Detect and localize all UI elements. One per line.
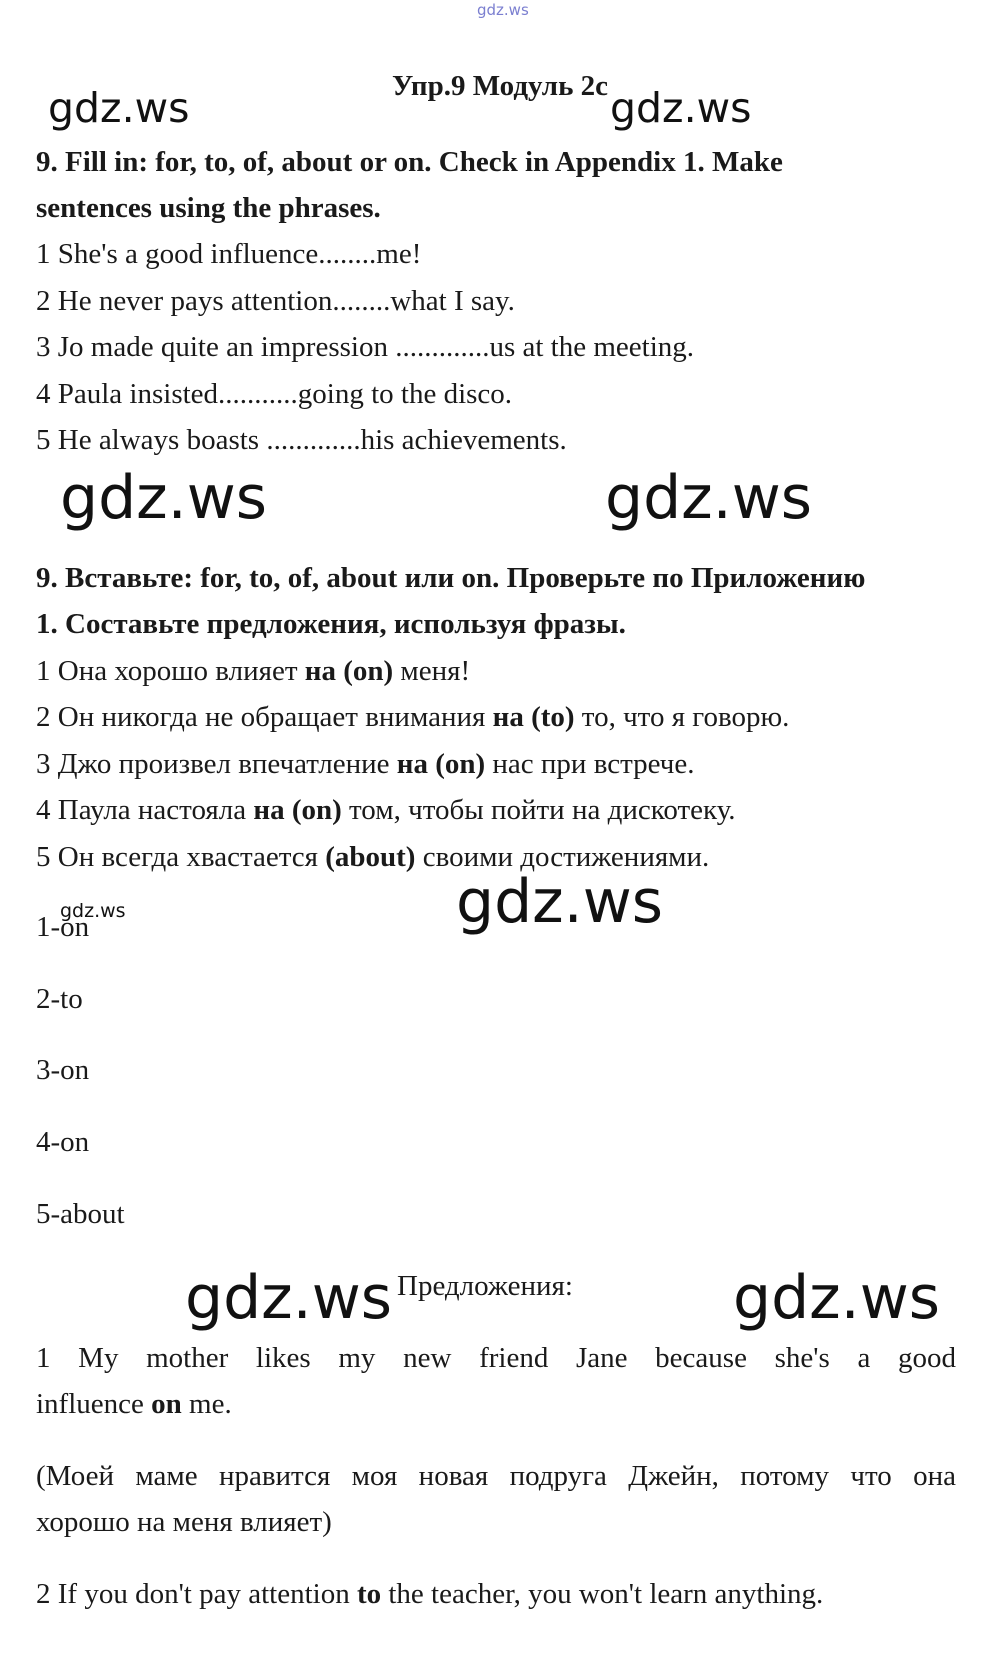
item-text: то, что я говорю. xyxy=(574,701,790,733)
answer-item: 2-to xyxy=(36,983,83,1015)
item-answer: на (on) xyxy=(396,748,486,780)
sentence-1-translation: (Моей маме нравится моя новая подруга Джейн, потому что она xyxy=(36,1460,956,1492)
watermark: gdz.ws xyxy=(456,867,664,937)
task-ru-item xyxy=(36,750,694,779)
sentence-text: 2 If you don't pay attention xyxy=(36,1578,357,1610)
sentence-1-line: 1 My mother likes my new friend Jane because she's a good xyxy=(36,1342,956,1374)
item-text: 5 Он всегда хвастается xyxy=(36,841,326,873)
task-en-item: 2 He never pays attention........what I say. xyxy=(36,285,515,317)
task-en-heading: 9. Fill in: for, to, of, about or on. Check in Appendix 1. Make xyxy=(36,146,783,178)
sentence-1-translation: хорошо на меня влияет) xyxy=(36,1506,332,1538)
item-text: 3 Джо произвел впечатление xyxy=(36,748,397,780)
watermark: gdz.ws xyxy=(605,463,813,533)
sentences-label: Предложения: xyxy=(397,1270,573,1302)
sentence-2-line xyxy=(36,1580,823,1609)
watermark: gdz.ws xyxy=(610,84,752,132)
item-text: 2 Он никогда не обращает внимания xyxy=(36,701,493,733)
item-answer: (about) xyxy=(325,841,416,873)
task-en-item: 1 She's a good influence........me! xyxy=(36,238,422,270)
sentence-text: me. xyxy=(181,1388,232,1420)
answer-item: 4-on xyxy=(36,1126,90,1158)
item-answer: на (to) xyxy=(492,701,575,733)
task-ru-item xyxy=(36,703,789,732)
watermark: gdz.ws xyxy=(48,84,190,132)
watermark: gdz.ws xyxy=(733,1263,941,1333)
answer-item: 1-on xyxy=(36,911,90,943)
item-answer: на (on) xyxy=(253,794,342,826)
item-text: своими достижениями. xyxy=(415,841,710,873)
task-ru-heading: 9. Вставьте: for, to, of, about или on. Проверьте по Приложению xyxy=(36,562,866,594)
item-text: 4 Паула настояла xyxy=(36,794,254,826)
task-ru-item xyxy=(36,657,470,686)
item-text: том, чтобы пойти на дискотеку. xyxy=(341,794,736,826)
answer-item: 5-about xyxy=(36,1198,125,1230)
task-ru-item xyxy=(36,843,709,872)
item-text: меня! xyxy=(393,655,471,687)
page-title: Упр.9 Модуль 2с xyxy=(391,70,609,102)
task-en-item: 3 Jo made quite an impression .............us at the meeting. xyxy=(36,331,695,363)
watermark-top: gdz.ws xyxy=(477,1,529,19)
sentence-text: the teacher, you won't learn anything. xyxy=(381,1578,824,1610)
item-text: 1 Она хорошо влияет xyxy=(36,655,305,687)
sentence-answer: on xyxy=(151,1388,182,1420)
task-ru-item xyxy=(36,796,736,825)
watermark: gdz.ws xyxy=(185,1263,393,1333)
item-text: нас при встрече. xyxy=(485,748,695,780)
task-en-item: 5 He always boasts .............his achievements. xyxy=(36,424,567,456)
watermark: gdz.ws xyxy=(60,463,268,533)
sentence-text: influence xyxy=(36,1388,152,1420)
task-ru-heading: 1. Составьте предложения, используя фразы. xyxy=(36,608,626,640)
sentence-1-line xyxy=(36,1390,232,1419)
watermark: gdz.ws xyxy=(60,900,126,922)
sentence-answer: to xyxy=(356,1578,382,1610)
item-answer: на (on) xyxy=(304,655,394,687)
task-en-item: 4 Paula insisted...........going to the disco. xyxy=(36,378,513,410)
task-en-heading: sentences using the phrases. xyxy=(36,192,381,224)
answer-item: 3-on xyxy=(36,1054,90,1086)
